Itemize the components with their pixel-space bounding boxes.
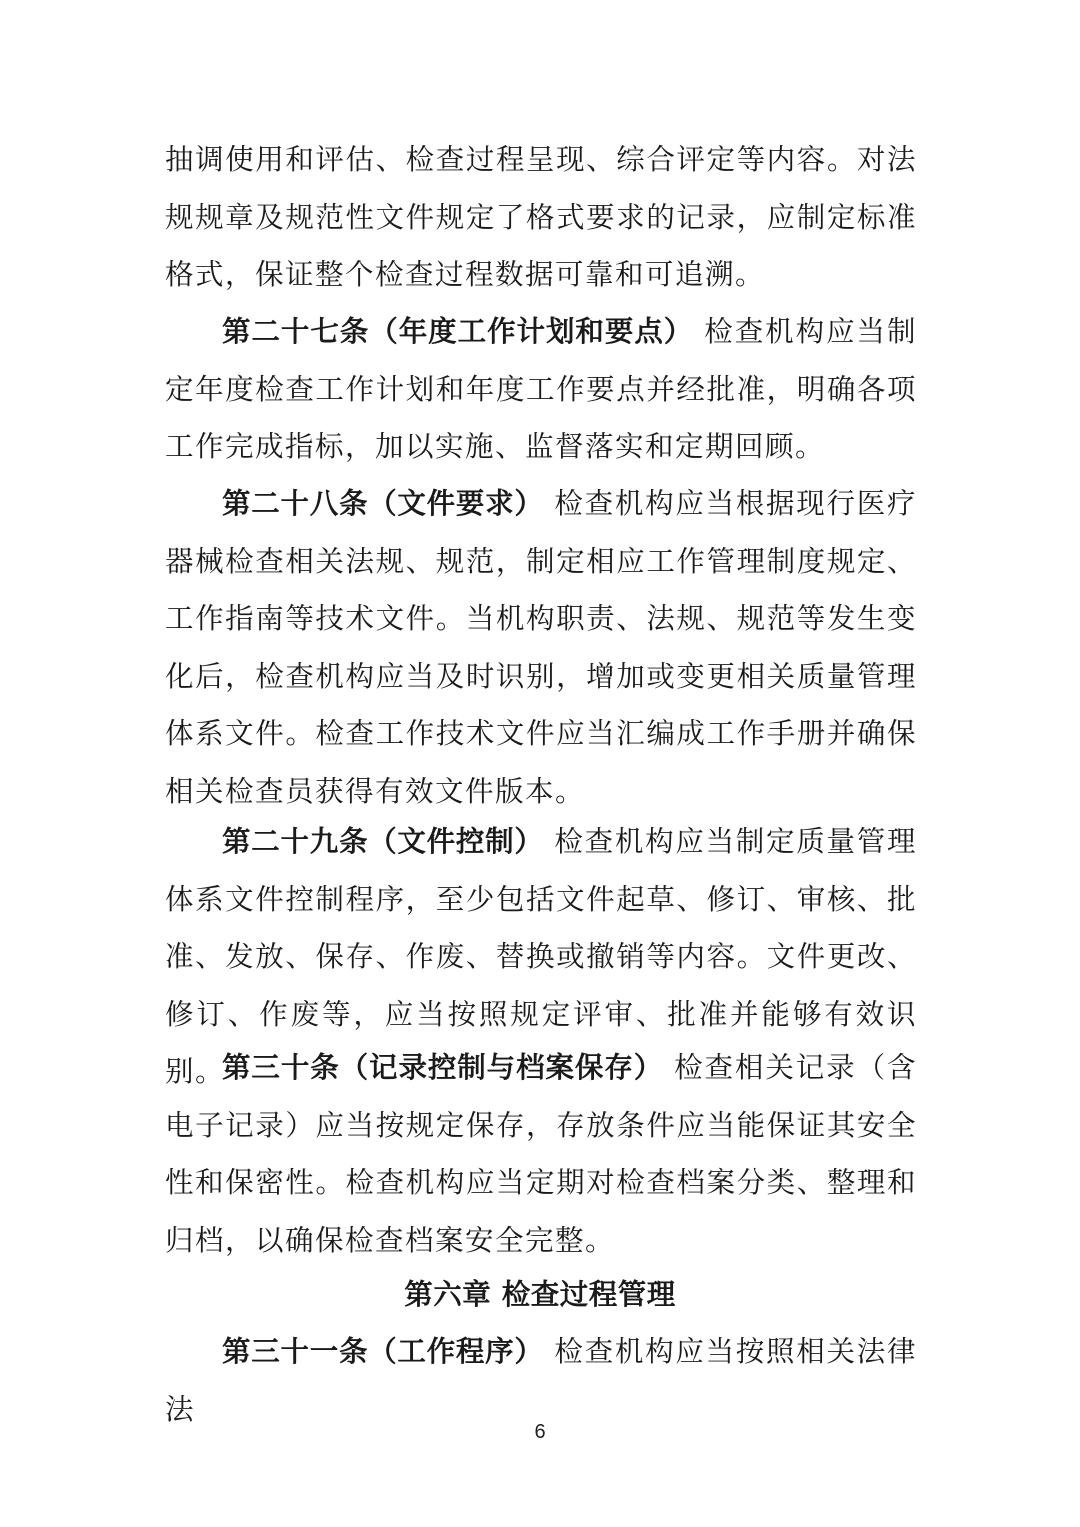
article-29-body: 检查机构应当制定质量管理体系文件控制程序，至少包括文件起草、修订、审核、批准、发放、保存、作废、替换或撤销等内容。文件更改、修订、作废等，应当按照规定评审、批准并能够有效识别。 <box>165 825 917 1088</box>
article-28-paragraph <box>165 475 917 820</box>
article-28-heading: 第二十八条（文件要求） <box>222 487 544 520</box>
article-30-paragraph <box>165 1039 917 1269</box>
article-28-body: 检查机构应当根据现行医疗器械检查相关法规、规范，制定相应工作管理制度规定、工作指南等技术文件。当机构职责、法规、规范等发生变化后，检查机构应当及时识别，增加或变更相关质量管理体系文件。检查工作技术文件应当汇编成工作手册并确保相关检查员获得有效文件版本。 <box>165 487 917 808</box>
intro-paragraph-text: 抽调使用和评估、检查过程呈现、综合评定等内容。对法规规章及规范性文件规定了格式要求的记录，应制定标准格式，保证整个检查过程数据可靠和可追溯。 <box>165 143 917 291</box>
article-30-body: 检查相关记录（含电子记录）应当按规定保存，存放条件应当能保证其安全性和保密性。检查机构应当定期对检查档案分类、整理和归档，以确保检查档案安全完整。 <box>165 1051 917 1257</box>
page-number: 6 <box>534 1421 546 1443</box>
article-27-heading: 第二十七条（年度工作计划和要点） <box>222 315 694 348</box>
chapter-heading: 第六章 检查过程管理 <box>404 1278 676 1311</box>
article-31-heading: 第三十一条（工作程序） <box>222 1335 544 1368</box>
article-31-body: 检查机构应当按照相关法律法 <box>165 1335 917 1426</box>
article-27-body: 检查机构应当制定年度检查工作计划和年度工作要点并经批准，明确各项工作完成指标，加以实施、监督落实和定期回顾。 <box>165 315 917 463</box>
article-27-paragraph <box>165 303 917 476</box>
article-30-heading: 第三十条（记录控制与档案保存） <box>222 1051 664 1084</box>
article-29-heading: 第二十九条（文件控制） <box>222 825 544 858</box>
intro-paragraph <box>165 131 917 304</box>
